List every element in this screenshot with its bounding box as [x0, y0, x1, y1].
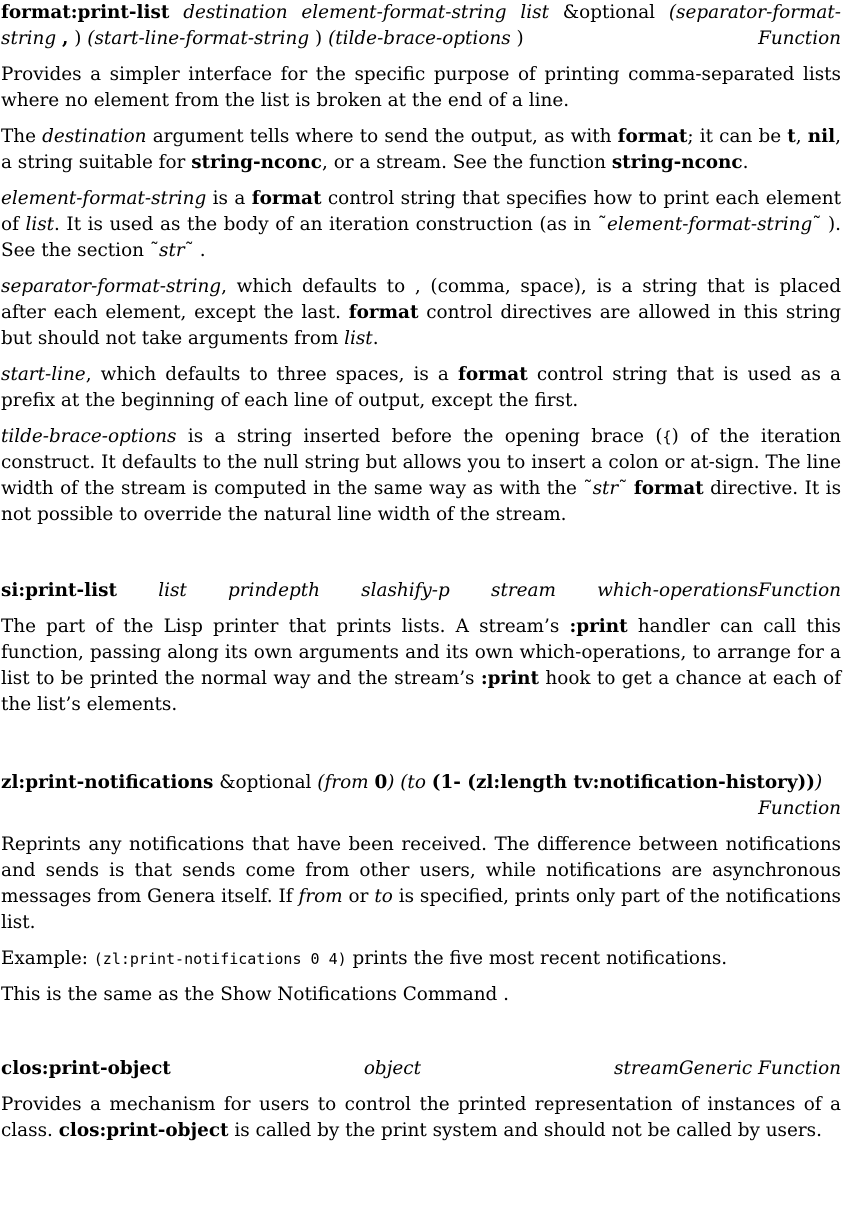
paragraph	[1, 614, 841, 718]
text: format	[617, 126, 688, 147]
text: separator-format-string	[1, 276, 222, 297]
text: , which defaults to three spaces, is a	[85, 364, 458, 385]
optional-arg-default: 0	[374, 772, 388, 793]
optional-arg: (tilde-brace-options	[328, 28, 511, 49]
text: format	[633, 478, 704, 499]
paragraph	[1, 362, 841, 414]
text: is a	[206, 188, 252, 209]
code-text: {	[662, 428, 672, 446]
text: .	[372, 328, 379, 349]
required-args: object stream	[363, 1058, 679, 1079]
paragraph	[1, 832, 841, 936]
entry-clos-print-object	[1, 1056, 841, 1144]
text: ˜ .	[184, 240, 206, 261]
entry-type: Generic Function	[678, 1058, 841, 1079]
required-args: list prindepth slashify-p stream which-operations	[158, 580, 759, 601]
text: destination	[42, 126, 147, 147]
function-name: zl:print-notifications	[1, 772, 214, 793]
text: control string that is used as a prefix at the beginning of each line of output, except the first.	[1, 364, 842, 411]
signature	[1, 578, 841, 604]
text: nil	[807, 126, 836, 147]
text: start-line	[1, 364, 86, 385]
text: argument tells where to send the output, as with	[146, 126, 618, 147]
optional-arg-close: )	[74, 28, 82, 49]
optional-keyword: &optional	[562, 2, 656, 23]
optional-arg: (separator-format-string	[1, 2, 841, 49]
text: string-nconc	[191, 152, 322, 173]
paragraph	[1, 62, 841, 114]
entry-si-print-list	[1, 578, 841, 718]
text: ,	[795, 126, 808, 147]
required-args: destination element-format-string list	[183, 2, 549, 23]
text: :print	[480, 668, 540, 689]
text: hook to get a chance at each of the list’s elements.	[1, 668, 841, 715]
code-example: (zl:print-notifications 0 4)	[93, 950, 347, 968]
text: The	[1, 126, 43, 147]
paragraph	[1, 424, 841, 528]
cross-reference-text: This is the same as the Show Notifications Command .	[1, 984, 510, 1005]
optional-keyword: &optional	[219, 772, 312, 793]
text: format	[348, 302, 419, 323]
text: is a string inserted before the opening brace (	[176, 426, 663, 447]
text: Example:	[1, 948, 94, 969]
text: tilde-brace-options	[1, 426, 177, 447]
text: list	[344, 328, 373, 349]
text: ˜	[618, 478, 634, 499]
optional-arg: ) (to	[387, 772, 432, 793]
text: Reprints any notifications that have been received. The difference between notifications and sends is that sends come from other users, while notifications are asynchronous messages from Genera itself. If	[1, 834, 841, 907]
text: control directives are allowed in this string but should not take arguments from	[1, 302, 841, 349]
optional-arg-default: (1- (zl:length tv:notification-history))	[431, 772, 815, 793]
text: to	[374, 886, 393, 907]
text: is specified, prints only part of the notifications list.	[1, 886, 841, 933]
function-name: format:print-list	[1, 2, 170, 23]
text: prints the five most recent notifications.	[346, 948, 728, 969]
text: . It is used as the body of an iteration construction (as in ˜	[54, 214, 607, 235]
entry-type: Function	[758, 798, 841, 819]
text: from	[298, 886, 343, 907]
text: , or a stream. See the function	[322, 152, 612, 173]
text: :print	[569, 616, 628, 637]
entry-type: Function	[758, 580, 841, 601]
paragraph	[1, 946, 841, 972]
optional-arg: (start-line-format-string	[87, 28, 310, 49]
optional-arg-close: )	[315, 28, 323, 49]
text: or	[342, 886, 375, 907]
text: string-nconc	[611, 152, 743, 173]
optional-arg: (from	[317, 772, 375, 793]
cross-reference[interactable]: str	[159, 240, 185, 261]
paragraph-text: Provides a simpler interface for the specific purpose of printing comma-separated lists where no element from the list is broken at the end of a line.	[1, 64, 841, 111]
text: t	[787, 126, 796, 147]
text: ; it can be	[687, 126, 788, 147]
optional-arg-default: ,	[61, 28, 69, 49]
entry-zl-print-notifications	[1, 770, 841, 1008]
text: element-format-string	[1, 188, 207, 209]
paragraph	[1, 186, 841, 264]
signature	[1, 1056, 841, 1082]
text: control string that specifies how to print each element of	[1, 188, 841, 235]
text: format	[457, 364, 528, 385]
text: Provides a mechanism for users to control the printed representation of instances of a class.	[1, 1094, 841, 1141]
text: clos:print-object	[58, 1120, 229, 1141]
cross-reference[interactable]: str	[592, 478, 619, 499]
optional-arg-close: )	[814, 772, 823, 793]
text: The part of the Lisp printer that prints lists. A stream’s	[1, 616, 570, 637]
entry-format-print-list	[1, 0, 841, 528]
paragraph	[1, 1092, 841, 1144]
function-name: clos:print-object	[1, 1058, 171, 1079]
text: directive. It is not possible to override the natural line width of the stream.	[1, 478, 842, 525]
paragraph	[1, 982, 841, 1008]
signature	[1, 0, 841, 52]
text: , a string suitable for	[1, 126, 841, 173]
text: list	[25, 214, 55, 235]
text: .	[742, 152, 749, 173]
text: is called by the print system and should not be called by users.	[228, 1120, 822, 1141]
paragraph	[1, 124, 841, 176]
text: element-format-string	[607, 214, 813, 235]
text: ) of the iteration construct. It defaults to the null string but allows you to insert a colon or at-sign. The line width of the stream is computed in the same way as with the ˜	[1, 426, 842, 499]
entry-type: Function	[758, 28, 841, 49]
text: handler can call this function, passing along its own arguments and its own which-operations, to arrange for a list to be printed the normal way and the stream’s	[1, 616, 841, 689]
optional-arg-close: )	[516, 28, 524, 49]
text: format	[251, 188, 322, 209]
function-name: si:print-list	[1, 580, 117, 601]
paragraph	[1, 274, 841, 352]
text: , which defaults to , (comma, space), is a string that is placed after each element, except the last.	[1, 276, 841, 323]
text: ˜ ). See the section ˜	[1, 214, 841, 261]
signature	[1, 770, 841, 796]
